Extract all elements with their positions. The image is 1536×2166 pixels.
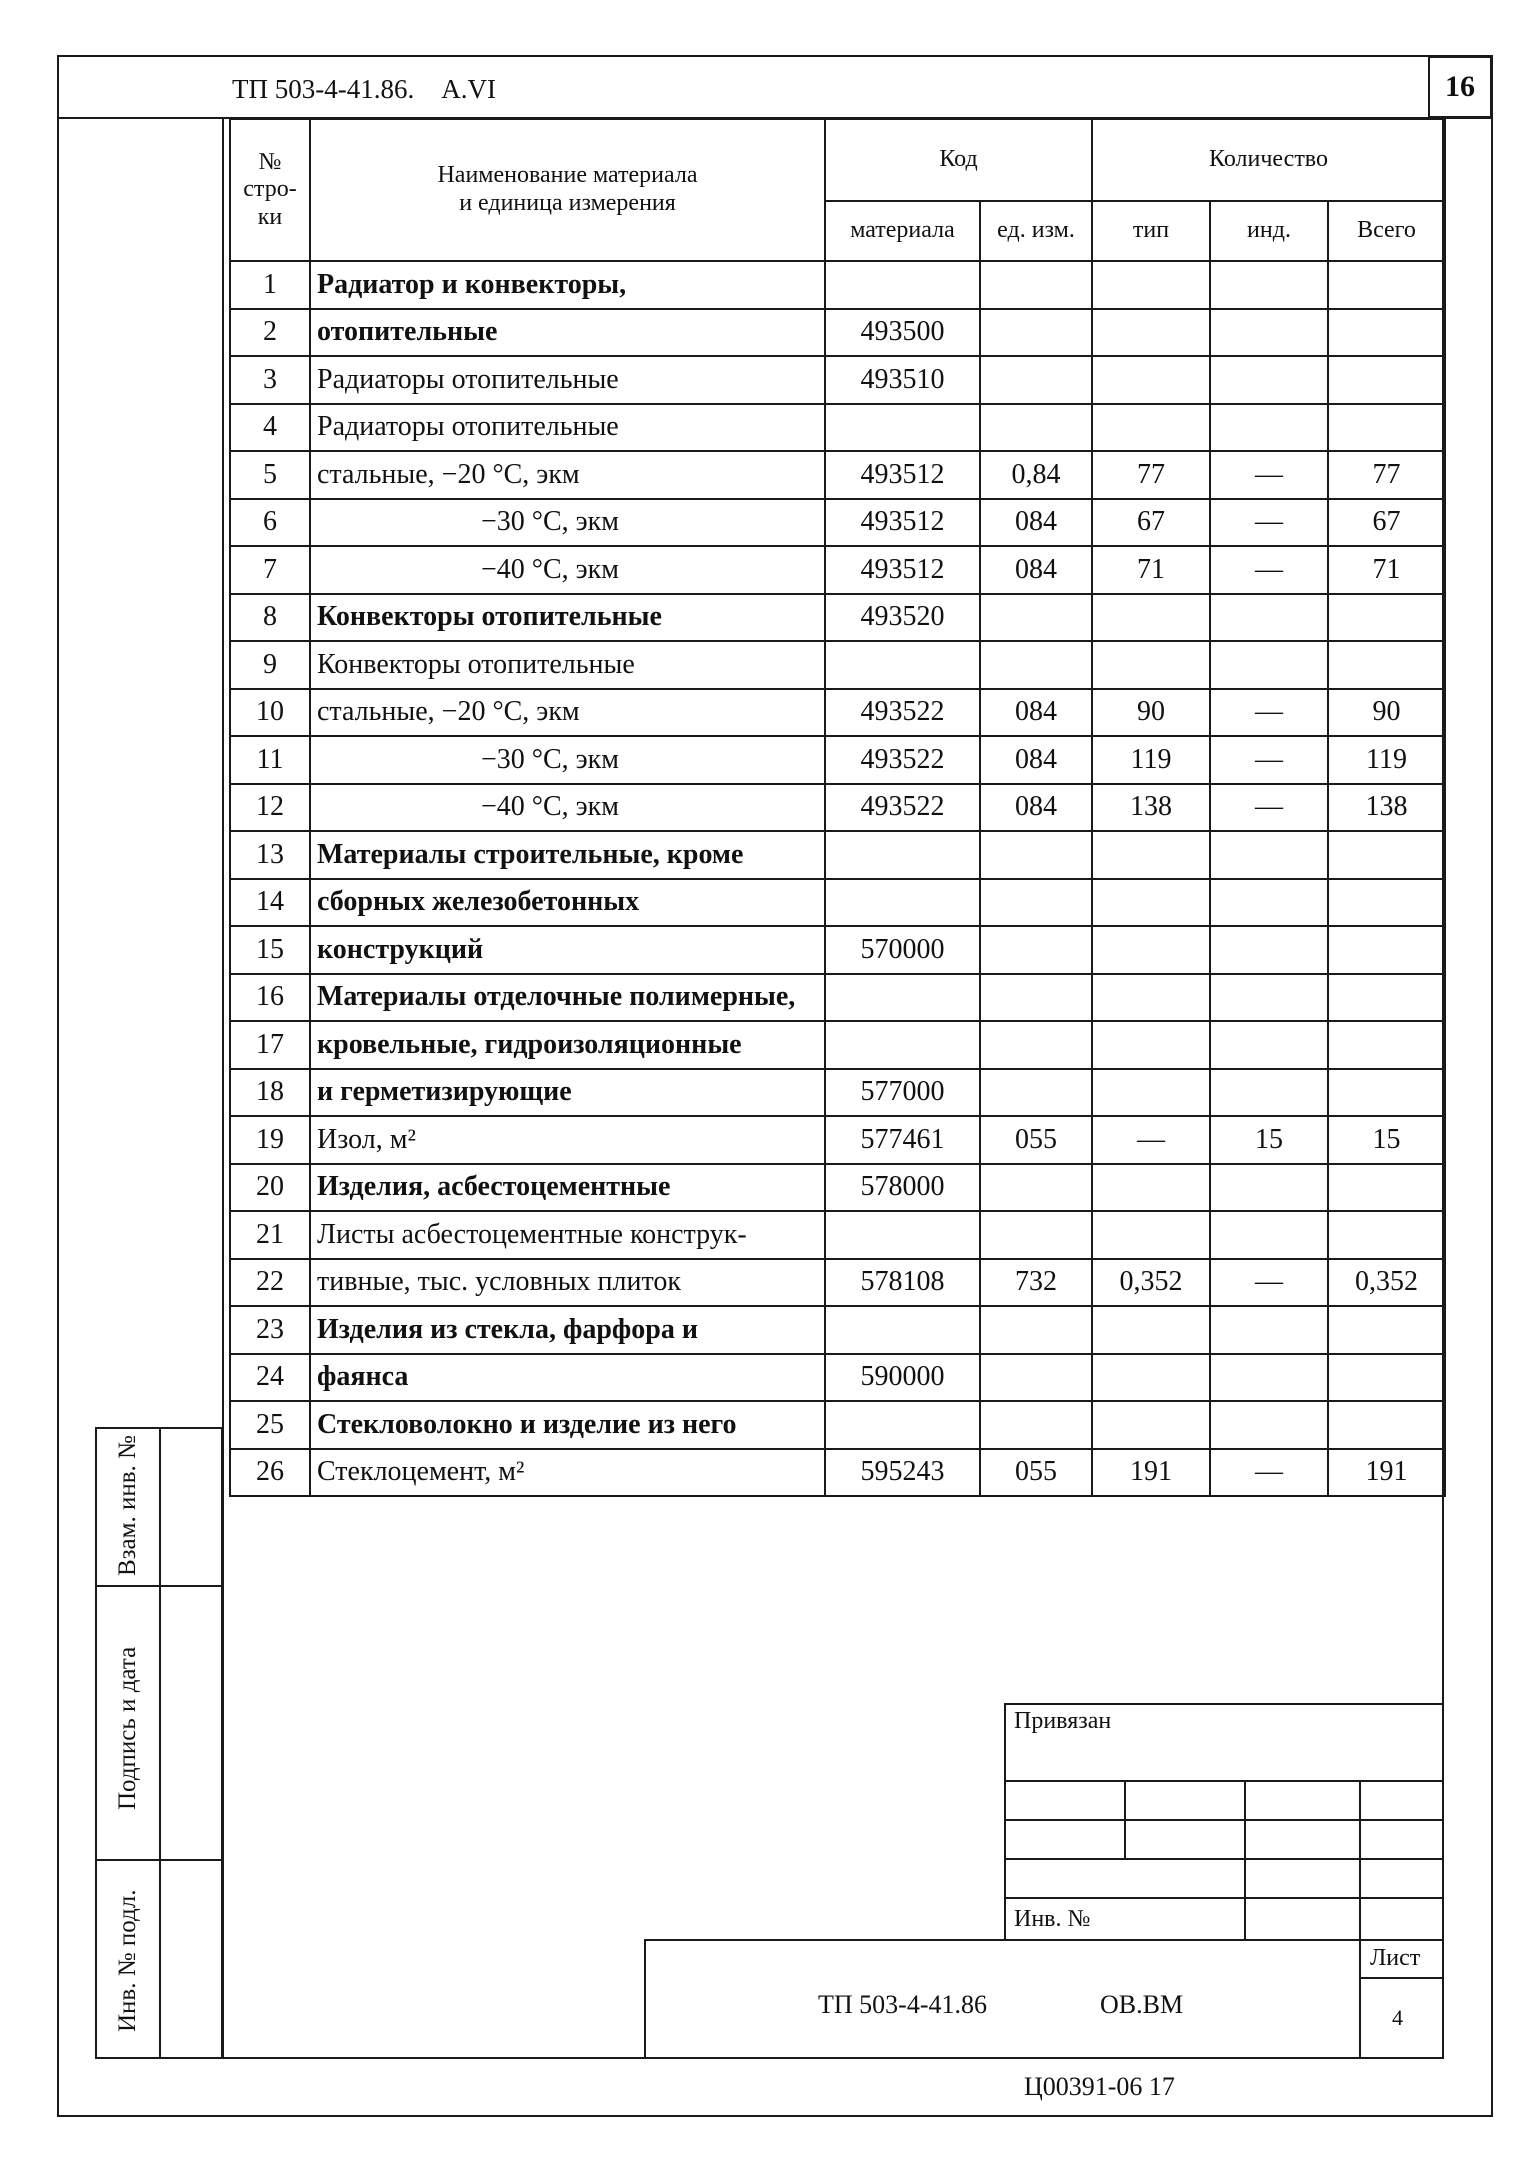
attached-rule-4 (1004, 1897, 1444, 1899)
row-number-cell: 3 (230, 356, 310, 404)
row-name-cell: фаянса (310, 1354, 825, 1402)
row-material-code-cell: 578108 (825, 1259, 980, 1307)
row-qty-ind-cell (1210, 974, 1328, 1022)
sheet-number: 16 (1428, 56, 1492, 118)
row-material-code-cell (825, 261, 980, 309)
table-row (230, 309, 1445, 357)
row-name-cell: −30 °С, экм (310, 499, 825, 547)
row-qty-ind-cell: — (1210, 1259, 1328, 1307)
row-unit-code-cell: 084 (980, 546, 1092, 594)
header-row-no (230, 119, 310, 261)
row-qty-type-cell: 67 (1092, 499, 1210, 547)
row-unit-code-cell (980, 1211, 1092, 1259)
row-qty-ind-cell (1210, 356, 1328, 404)
row-name-cell: конструкций (310, 926, 825, 974)
row-qty-ind-cell (1210, 926, 1328, 974)
row-qty-total-cell (1328, 831, 1445, 879)
row-number-cell: 24 (230, 1354, 310, 1402)
row-name-cell: Радиатор и конвекторы, (310, 261, 825, 309)
row-qty-ind-cell (1210, 1211, 1328, 1259)
row-qty-type-cell (1092, 1354, 1210, 1402)
row-material-code-cell: 493510 (825, 356, 980, 404)
table-body (230, 261, 1445, 1496)
row-material-code-cell (825, 831, 980, 879)
row-qty-ind-cell (1210, 641, 1328, 689)
row-qty-total-cell (1328, 974, 1445, 1022)
row-number-cell: 5 (230, 451, 310, 499)
row-number-cell: 10 (230, 689, 310, 737)
row-qty-total-cell: 71 (1328, 546, 1445, 594)
table-row (230, 974, 1445, 1022)
row-qty-total-cell (1328, 641, 1445, 689)
row-unit-code-cell: 084 (980, 784, 1092, 832)
row-qty-total-cell: 15 (1328, 1116, 1445, 1164)
row-number-cell: 26 (230, 1449, 310, 1497)
sheet-value: 4 (1392, 2005, 1403, 2030)
row-material-code-cell: 493522 (825, 689, 980, 737)
inv-no-label: Инв. № (1014, 1906, 1091, 1932)
row-qty-ind-cell (1210, 1069, 1328, 1117)
row-unit-code-cell: 0,84 (980, 451, 1092, 499)
row-qty-type-cell (1092, 356, 1210, 404)
table-row (230, 641, 1445, 689)
row-qty-total-cell (1328, 356, 1445, 404)
row-material-code-cell (825, 1211, 980, 1259)
row-number-cell: 1 (230, 261, 310, 309)
row-name-cell: тивные, тыс. условных плиток (310, 1259, 825, 1307)
header-qty-group: Количество (1092, 119, 1445, 201)
header-row-no-line: стро- (243, 176, 297, 203)
row-qty-ind-cell (1210, 879, 1328, 927)
header-name (310, 119, 825, 261)
row-name-cell: Конвекторы отопительные (310, 641, 825, 689)
row-name-cell: −40 °С, экм (310, 546, 825, 594)
header-row-no-line: ки (257, 203, 283, 230)
row-qty-type-cell: 71 (1092, 546, 1210, 594)
row-name-cell: Материалы отделочные полимерные, (310, 974, 825, 1022)
side-stamp-sign-date: Подпись и дата (114, 1646, 141, 1810)
row-qty-type-cell (1092, 926, 1210, 974)
attached-col-2 (1244, 1780, 1246, 1941)
row-qty-type-cell: 119 (1092, 736, 1210, 784)
row-qty-ind-cell (1210, 831, 1328, 879)
row-qty-total-cell: 77 (1328, 451, 1445, 499)
row-qty-ind-cell (1210, 1021, 1328, 1069)
row-name-cell: Радиаторы отопительные (310, 356, 825, 404)
row-material-code-cell (825, 641, 980, 689)
row-name-cell: Изделия из стекла, фарфора и (310, 1306, 825, 1354)
table-row (230, 831, 1445, 879)
row-qty-total-cell (1328, 594, 1445, 642)
row-qty-total-cell (1328, 1306, 1445, 1354)
row-number-cell: 14 (230, 879, 310, 927)
doc-code-text: ТП 503-4-41.86. (232, 74, 415, 104)
row-material-code-cell: 493512 (825, 451, 980, 499)
row-name-cell: стальные, −20 °С, экм (310, 451, 825, 499)
row-name-cell: Конвекторы отопительные (310, 594, 825, 642)
header-code-unit: ед. изм. (980, 201, 1092, 261)
table-row (230, 1021, 1445, 1069)
materials-table (229, 118, 1446, 1497)
row-material-code-cell: 590000 (825, 1354, 980, 1402)
table-row (230, 404, 1445, 452)
row-qty-type-cell (1092, 831, 1210, 879)
row-qty-ind-cell (1210, 594, 1328, 642)
row-qty-type-cell: 138 (1092, 784, 1210, 832)
row-number-cell: 25 (230, 1401, 310, 1449)
archive-code: Ц00391-06 17 (1024, 2072, 1175, 2101)
row-qty-ind-cell (1210, 309, 1328, 357)
row-unit-code-cell (980, 261, 1092, 309)
row-qty-ind-cell: — (1210, 546, 1328, 594)
row-qty-ind-cell (1210, 1354, 1328, 1402)
row-qty-total-cell (1328, 1164, 1445, 1212)
row-name-cell: Изделия, асбестоцементные (310, 1164, 825, 1212)
row-number-cell: 18 (230, 1069, 310, 1117)
row-material-code-cell (825, 1021, 980, 1069)
row-qty-total-cell (1328, 261, 1445, 309)
table-row (230, 1069, 1445, 1117)
row-number-cell: 2 (230, 309, 310, 357)
row-number-cell: 20 (230, 1164, 310, 1212)
table-row (230, 1306, 1445, 1354)
header-doc-code (232, 76, 496, 103)
header-qty-type: тип (1092, 201, 1210, 261)
table-row (230, 1259, 1445, 1307)
row-qty-type-cell (1092, 261, 1210, 309)
row-qty-ind-cell: — (1210, 689, 1328, 737)
row-qty-ind-cell (1210, 1401, 1328, 1449)
row-number-cell: 9 (230, 641, 310, 689)
row-unit-code-cell (980, 879, 1092, 927)
row-number-cell: 4 (230, 404, 310, 452)
sheet-label-rule (1359, 1977, 1444, 1979)
row-qty-type-cell: 90 (1092, 689, 1210, 737)
row-material-code-cell: 577000 (825, 1069, 980, 1117)
row-number-cell: 7 (230, 546, 310, 594)
row-material-code-cell: 493500 (825, 309, 980, 357)
row-material-code-cell: 595243 (825, 1449, 980, 1497)
row-qty-total-cell: 67 (1328, 499, 1445, 547)
row-name-cell: стальные, −20 °С, экм (310, 689, 825, 737)
doc-designation: ТП 503-4-41.86 (818, 1990, 987, 2019)
row-name-cell: и герметизирующие (310, 1069, 825, 1117)
row-qty-type-cell (1092, 309, 1210, 357)
table-row (230, 451, 1445, 499)
row-qty-total-cell (1328, 1401, 1445, 1449)
row-number-cell: 22 (230, 1259, 310, 1307)
attached-label: Привязан (1014, 1708, 1112, 1734)
row-unit-code-cell (980, 1021, 1092, 1069)
album-text: А.VI (441, 74, 496, 104)
table-row (230, 1211, 1445, 1259)
header-name-line2: и единица измерения (459, 190, 676, 216)
row-material-code-cell (825, 1401, 980, 1449)
table-row (230, 1401, 1445, 1449)
row-name-cell: сборных железобетонных (310, 879, 825, 927)
row-unit-code-cell (980, 641, 1092, 689)
row-unit-code-cell (980, 831, 1092, 879)
row-material-code-cell: 493512 (825, 499, 980, 547)
table-row (230, 1354, 1445, 1402)
attached-col-1 (1124, 1780, 1126, 1858)
row-unit-code-cell: 055 (980, 1116, 1092, 1164)
row-name-cell: −30 °С, экм (310, 736, 825, 784)
row-qty-type-cell (1092, 594, 1210, 642)
row-number-cell: 19 (230, 1116, 310, 1164)
row-unit-code-cell (980, 309, 1092, 357)
row-material-code-cell: 493520 (825, 594, 980, 642)
row-unit-code-cell: 084 (980, 499, 1092, 547)
row-qty-total-cell (1328, 1354, 1445, 1402)
row-qty-type-cell (1092, 1021, 1210, 1069)
row-qty-ind-cell: — (1210, 784, 1328, 832)
row-unit-code-cell: 084 (980, 689, 1092, 737)
row-unit-code-cell: 055 (980, 1449, 1092, 1497)
sheet-label: Лист (1370, 1945, 1421, 1971)
header-row-no-line: № (258, 148, 282, 175)
row-material-code-cell: 577461 (825, 1116, 980, 1164)
table-row (230, 1449, 1445, 1497)
row-material-code-cell: 570000 (825, 926, 980, 974)
row-qty-ind-cell: 15 (1210, 1116, 1328, 1164)
row-material-code-cell: 493522 (825, 736, 980, 784)
row-qty-type-cell: 191 (1092, 1449, 1210, 1497)
row-qty-type-cell (1092, 1211, 1210, 1259)
table-row (230, 1116, 1445, 1164)
row-number-cell: 15 (230, 926, 310, 974)
row-unit-code-cell (980, 1306, 1092, 1354)
table-row (230, 546, 1445, 594)
row-name-cell: Материалы строительные, кроме (310, 831, 825, 879)
row-qty-total-cell: 138 (1328, 784, 1445, 832)
header-code-group: Код (825, 119, 1092, 201)
row-qty-total-cell (1328, 1021, 1445, 1069)
row-material-code-cell (825, 974, 980, 1022)
row-qty-type-cell (1092, 1164, 1210, 1212)
attached-rule-2 (1004, 1819, 1444, 1821)
side-stamp-inv-orig: Инв. № подл. (114, 1889, 141, 2032)
row-qty-type-cell (1092, 1401, 1210, 1449)
row-qty-ind-cell (1210, 404, 1328, 452)
row-qty-total-cell (1328, 404, 1445, 452)
row-qty-total-cell (1328, 1069, 1445, 1117)
row-unit-code-cell (980, 1401, 1092, 1449)
header-code-material: материала (825, 201, 980, 261)
row-material-code-cell (825, 1306, 980, 1354)
row-name-cell: Радиаторы отопительные (310, 404, 825, 452)
row-qty-ind-cell: — (1210, 1449, 1328, 1497)
row-qty-ind-cell (1210, 1306, 1328, 1354)
doc-mark: ОВ.ВМ (1100, 1990, 1184, 2019)
row-material-code-cell (825, 404, 980, 452)
row-qty-type-cell (1092, 641, 1210, 689)
row-qty-type-cell (1092, 974, 1210, 1022)
row-material-code-cell (825, 879, 980, 927)
row-name-cell: Стеклоцемент, м² (310, 1449, 825, 1497)
row-number-cell: 6 (230, 499, 310, 547)
table-row (230, 499, 1445, 547)
row-qty-ind-cell (1210, 261, 1328, 309)
row-unit-code-cell: 732 (980, 1259, 1092, 1307)
attached-rule-3 (1004, 1858, 1444, 1860)
row-number-cell: 13 (230, 831, 310, 879)
row-name-cell: −40 °С, экм (310, 784, 825, 832)
row-qty-ind-cell: — (1210, 451, 1328, 499)
row-qty-total-cell: 0,352 (1328, 1259, 1445, 1307)
row-unit-code-cell (980, 974, 1092, 1022)
row-qty-ind-cell (1210, 1164, 1328, 1212)
table-row (230, 261, 1445, 309)
row-qty-total-cell: 191 (1328, 1449, 1445, 1497)
row-unit-code-cell (980, 1164, 1092, 1212)
row-number-cell: 21 (230, 1211, 310, 1259)
row-number-cell: 12 (230, 784, 310, 832)
row-name-cell: кровельные, гидроизоляционные (310, 1021, 825, 1069)
table-row (230, 1164, 1445, 1212)
table-row (230, 356, 1445, 404)
row-unit-code-cell (980, 594, 1092, 642)
row-qty-total-cell (1328, 309, 1445, 357)
row-unit-code-cell (980, 926, 1092, 974)
row-qty-type-cell: 0,352 (1092, 1259, 1210, 1307)
row-unit-code-cell (980, 404, 1092, 452)
row-qty-total-cell: 119 (1328, 736, 1445, 784)
row-qty-total-cell (1328, 926, 1445, 974)
row-qty-ind-cell: — (1210, 736, 1328, 784)
row-material-code-cell: 493522 (825, 784, 980, 832)
row-qty-ind-cell: — (1210, 499, 1328, 547)
table-row (230, 879, 1445, 927)
row-qty-type-cell: — (1092, 1116, 1210, 1164)
side-stamp-inv-replace: Взам. инв. № (114, 1435, 141, 1576)
row-material-code-cell: 493512 (825, 546, 980, 594)
header-qty-ind: инд. (1210, 201, 1328, 261)
table-row (230, 736, 1445, 784)
row-qty-total-cell (1328, 879, 1445, 927)
row-material-code-cell: 578000 (825, 1164, 980, 1212)
row-number-cell: 11 (230, 736, 310, 784)
row-name-cell: отопительные (310, 309, 825, 357)
row-name-cell: Листы асбестоцементные конструк- (310, 1211, 825, 1259)
row-qty-type-cell (1092, 1069, 1210, 1117)
row-qty-total-cell: 90 (1328, 689, 1445, 737)
row-number-cell: 16 (230, 974, 310, 1022)
attached-rule-1 (1004, 1780, 1444, 1782)
header-qty-total: Всего (1328, 201, 1445, 261)
row-qty-type-cell: 77 (1092, 451, 1210, 499)
row-unit-code-cell (980, 1354, 1092, 1402)
table-row (230, 689, 1445, 737)
row-number-cell: 23 (230, 1306, 310, 1354)
row-unit-code-cell (980, 356, 1092, 404)
table-row (230, 926, 1445, 974)
row-name-cell: Изол, м² (310, 1116, 825, 1164)
row-name-cell: Стекловолокно и изделие из него (310, 1401, 825, 1449)
table-row (230, 594, 1445, 642)
table-row (230, 784, 1445, 832)
row-unit-code-cell (980, 1069, 1092, 1117)
row-unit-code-cell: 084 (980, 736, 1092, 784)
row-qty-type-cell (1092, 404, 1210, 452)
row-qty-type-cell (1092, 879, 1210, 927)
row-qty-total-cell (1328, 1211, 1445, 1259)
title-main-box (644, 1939, 1444, 2059)
row-qty-type-cell (1092, 1306, 1210, 1354)
header-name-line1: Наименование материала (437, 162, 698, 189)
row-number-cell: 17 (230, 1021, 310, 1069)
row-number-cell: 8 (230, 594, 310, 642)
